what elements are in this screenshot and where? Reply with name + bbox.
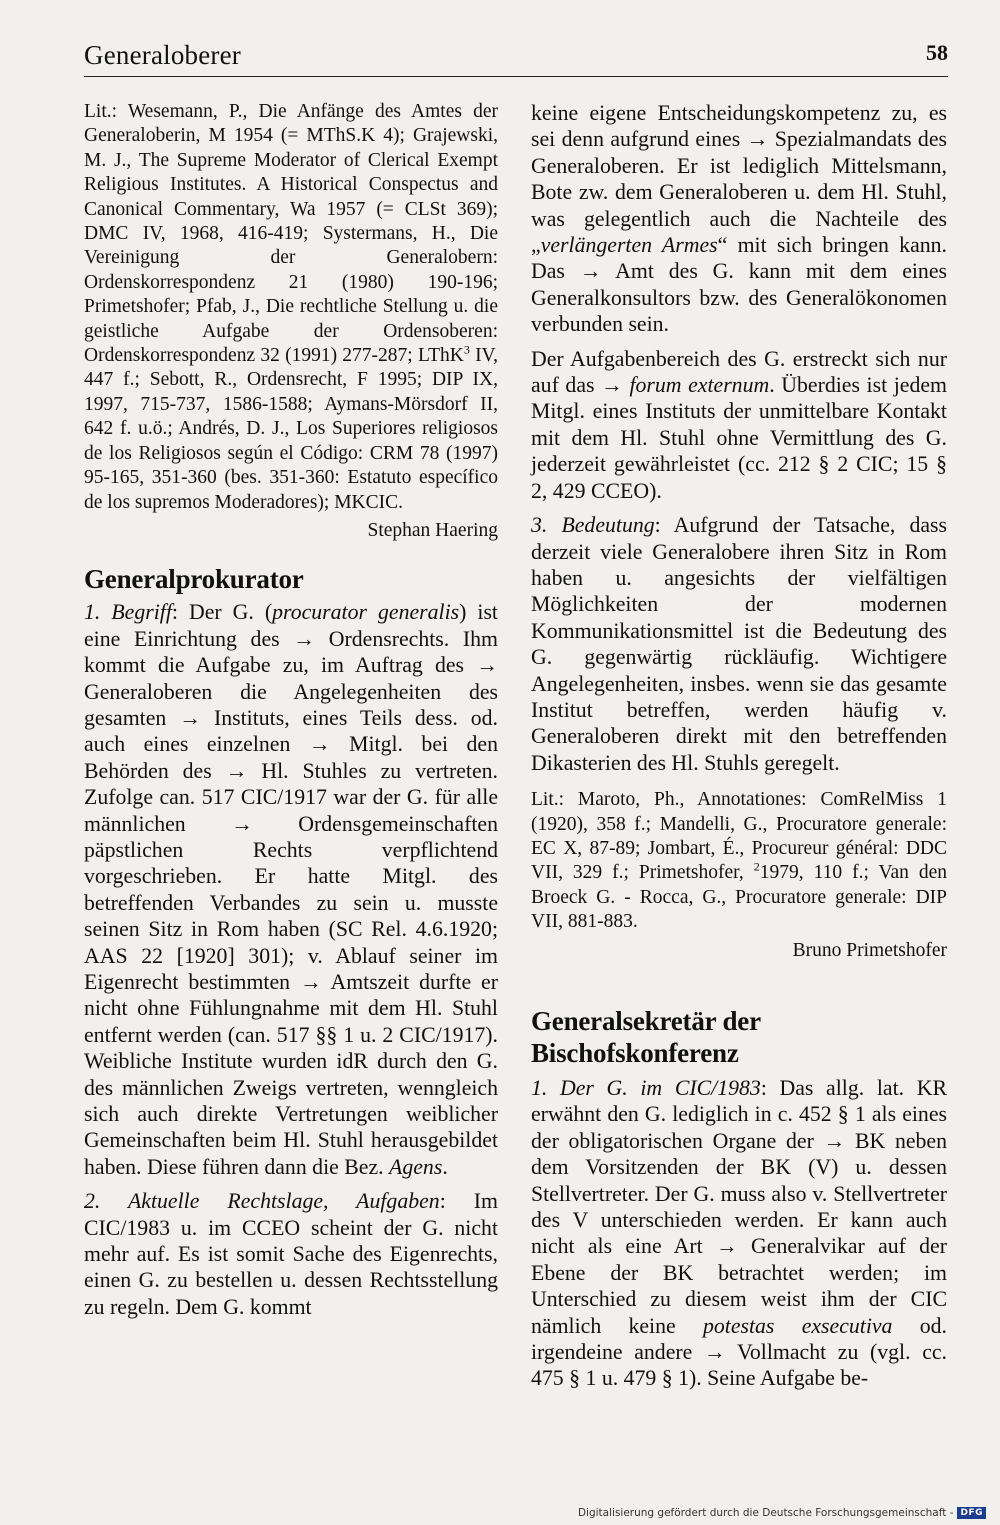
page-number: 58 — [926, 40, 948, 65]
section-aktuelle-rechtslage: 2. Aktuelle Rechtslage, Aufgaben: Im CIC/1983 u. im CCEO scheint der G. nicht mehr auf. Es ist somit Sache des Eigenrechts, einen G. zu bestellen u. dessen Rechtsstellung zu regeln. Dem G. kommt — [84, 1189, 498, 1319]
author-signature: Stephan Haering — [367, 519, 498, 541]
left-column — [84, 100, 498, 1320]
section-der-g-im-cic: 1. Der G. im CIC/1983: Das allg. lat. KR erwähnt den G. lediglich in c. 452 § 1 als eines der obligatorischen Organe der → BK neben dem Vorsitzenden der BK (V) u. dessen Stellvertreter. Der G. muss also v. Stellvertreter des V unterschieden werden. Er kann auch nicht als eine Art → Generalvikar auf der Ebene der BK betrachtet werden; im Unterschied zu diesem weist ihm der CIC nämlich keine potestas exsecutiva od. irgendeine andere → Vollmacht zu (vgl. cc. 475 § 1 u. 479 § 1). Seine Aufgabe be- — [531, 1076, 948, 1391]
dfg-logo: DFG — [957, 1507, 986, 1519]
right-column — [531, 100, 947, 1392]
footer-text: Digitalisierung gefördert durch die Deutsche Forschungsgemeinschaft - — [577, 1507, 954, 1519]
paragraph-aufgabenbereich: Der Aufgabenbereich des G. erstreckt sich nur auf das → forum externum. Überdies ist jedem Mitgl. eines Instituts der unmittelbare Kontakt mit dem Hl. Stuhl ohne Vermittlung des G. jederzeit gewährleistet (cc. 212 § 2 CIC; 15 § 2, 429 CCEO). — [531, 346, 947, 503]
literature-generaloberer: Lit.: Wesemann, P., Die Anfänge des Amtes der Generaloberin, M 1954 (= MThS.K 4); Grajewski, M. J., The Supreme Moderator of Clerical Exempt Religious Institutes. A Historical Conspectus and Canonical Commentary, Wa 1957 (= CLSt 369); DMC IV, 1968, 416-419; Systermans, H., Die Vereinigung der Generalobern: Ordenskorrespondenz 21 (1980) 190-196; Primetshofer; Pfab, J., Die rechtliche Stellung u. die geistliche Aufgabe der Ordensoberen: Ordenskorrespondenz 32 (1991) 277-287; LThK$^3$ IV, 447 f.; Sebott, R., Ordensrecht, F 1995; DIP IX, 1997, 715-737, 1586-1588; Aymans-Mörsdorf II, 642 f. u.ö.; Andrés, D. J., Los Superiores religiosos de los Religiosos según el Código: CRM 78 (1997) 95-165, 351-360 (bes. 351-360: Estatuto específico de los supremos Moderadores); MKCIC. — [84, 101, 499, 513]
literature-generalprokurator: Lit.: Maroto, Ph., Annotationes: ComRelMiss 1 (1920), 358 f.; Mandelli, G., Procuratore generale: EC X, 87-89; Jombart, É., Procureur général: DDC VII, 329 f.; Primetshofer, $^2$1979, 110 f.; Van den Broeck G. - Rocca, G., Procuratore generale: DIP VII, 881-883. — [531, 789, 947, 933]
author-signature: Bruno Primetshofer — [792, 939, 947, 961]
page-header — [84, 34, 948, 77]
digitization-footer — [578, 1507, 986, 1519]
paragraph-kompetenz: keine eigene Entscheidungskompetenz zu, es sei denn aufgrund eines → Spezialmandats des Generaloberen. Er ist lediglich Mittelsmann, Bote zw. dem Generaloberen u. dem Hl. Stuhl, was gelegentlich auch die Nachteile des „verlängerten Armes“ mit sich bringen kann. Das → Amt des G. kann mit dem eines Generalkonsultors bzw. des Generalökonomen verbunden sein. — [531, 101, 947, 337]
section-bedeutung: 3. Bedeutung: Aufgrund der Tatsache, dass derzeit viele Generalobere ihren Sitz in Rom haben u. angesichts der vielfältigen Möglichkeiten der modernen Kommunikationsmittel ist die Bedeutung des G. gegenwärtig rückläufig. Wichtigere Angelegenheiten, insbes. wenn sie das gesamte Institut betreffen, werden häufig v. Generaloberen direkt mit den betreffenden Dikasterien des Hl. Stuhls geregelt. — [531, 513, 947, 775]
entry-heading-generalsekretaer: Generalsekretär der Bischofskonferenz — [531, 1006, 761, 1068]
running-head: Generaloberer — [84, 40, 241, 70]
section-begriff: 1. Begriff: Der G. (procurator generalis) ist eine Einrichtung des → Ordensrechts. Ihm kommt die Aufgabe zu, im Auftrag des → Generaloberen die Angelegenheiten des gesamten → Instituts, eines Teils dess. od. auch eines einzelnen → Mitgl. bei den Behörden des → Hl. Stuhles zu vertreten. Zufolge can. 517 CIC/1917 war der G. für alle männlichen → Ordensgemeinschaften päpstlichen Rechts verpflichtend vorgeschrieben. Er hatte Mitgl. des betreffenden Verbandes zu sein u. musste seinen Sitz in Rom haben (SC Rel. 4.6.1920; AAS 22 [1920] 301); v. Ablauf seiner im Eigenrecht bestimmten → Amtszeit durfte er nicht ohne Fühlungnahme mit dem Hl. Stuhl entfernt werden (can. 517 §§ 1 u. 2 CIC/1917). Weibliche Institute wurden idR durch den G. des männlichen Zweigs vertreten, wenngleich sich auch direkte Vertretungen weiblicher Gemeinschaften beim Hl. Stuhl herausgebildet haben. Diese führen dann die Bez. Agens. — [84, 600, 498, 1179]
entry-heading-generalprokurator: Generalprokurator — [84, 564, 304, 595]
